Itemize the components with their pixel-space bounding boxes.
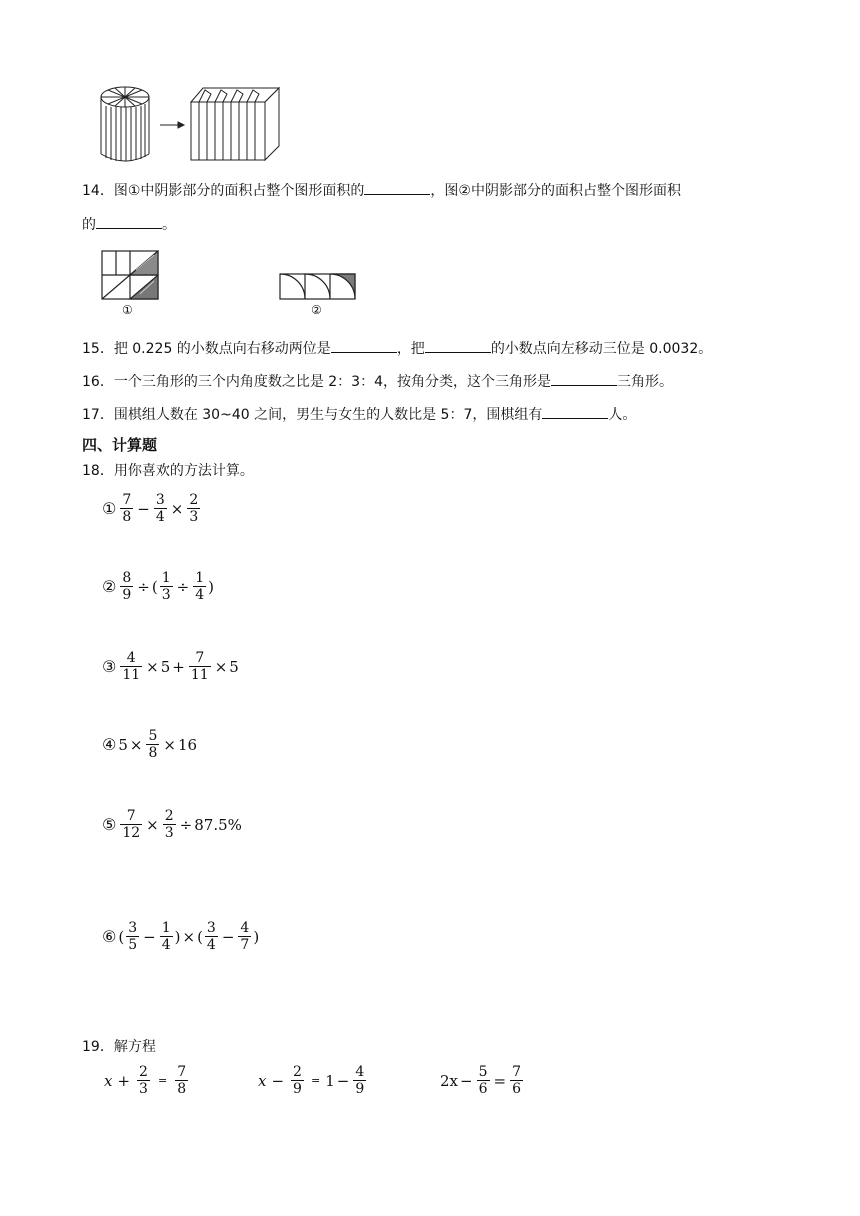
question-19: 19．解方程	[82, 1039, 156, 1055]
fraction: $\frac{8}{9}$	[122, 570, 132, 603]
calc-item-3: ③ $\frac{4}{11}$ × 5 + $\frac{7}{11}$ × 5	[102, 650, 239, 683]
answer-blank[interactable]	[96, 214, 162, 229]
item-label: ⑥	[102, 927, 117, 946]
fraction: $\frac{1}{4}$	[161, 920, 171, 953]
answer-blank[interactable]	[331, 338, 397, 353]
item-label: ①	[102, 499, 117, 518]
fraction: $\frac{3}{5}$	[128, 920, 138, 953]
fraction: $\frac{7}{11}$	[190, 650, 209, 683]
figure-1-label: ①	[122, 303, 133, 317]
section-heading: 四、计算题	[82, 436, 158, 454]
question-17: 17．围棋组人数在 30~40 之间，男生与女生的人数比是 5：7，围棋组有 人。	[82, 404, 636, 425]
fraction: $\frac{4}{7}$	[240, 920, 250, 953]
answer-blank[interactable]	[551, 371, 617, 386]
fraction: $\frac{7}{12}$	[122, 808, 141, 841]
fraction: $\frac{3}{4}$	[206, 920, 216, 953]
fraction: $\frac{5}{8}$	[148, 728, 158, 761]
equation-1: x + $\frac{2}{3}$ = $\frac{7}{8}$	[104, 1064, 187, 1097]
question-14-line2: 的 。	[82, 214, 176, 235]
answer-blank[interactable]	[425, 338, 491, 353]
answer-blank[interactable]	[364, 180, 430, 195]
fraction: $\frac{2}{9}$	[293, 1064, 302, 1097]
fraction: $\frac{7}{8}$	[122, 492, 132, 525]
fraction: $\frac{2}{3}$	[139, 1064, 148, 1097]
fraction: $\frac{2}{3}$	[189, 492, 199, 525]
fraction: $\frac{7}{8}$	[177, 1064, 187, 1097]
question-16: 16．一个三角形的三个内角度数之比是 2：3：4，按角分类，这个三角形是 三角形。	[82, 371, 673, 392]
cylinder-to-cuboid-figure	[98, 84, 284, 166]
fraction: $\frac{4}{9}$	[355, 1064, 365, 1097]
fraction: $\frac{5}{6}$	[478, 1064, 488, 1097]
item-label: ②	[102, 577, 117, 596]
calc-item-6: ⑥ ( $\frac{3}{5}$ − $\frac{1}{4}$ ) × ( $\frac{3}{4}$ − $\frac{4}{7}$ )	[102, 920, 260, 953]
fraction: $\frac{4}{11}$	[122, 650, 141, 683]
figure-1	[98, 250, 162, 302]
fraction: $\frac{7}{6}$	[512, 1064, 522, 1097]
fraction: $\frac{2}{3}$	[164, 808, 174, 841]
item-label: ⑤	[102, 815, 117, 834]
item-label: ④	[102, 735, 117, 754]
calc-item-5: ⑤ $\frac{7}{12}$ × $\frac{2}{3}$ ÷ 87.5%	[102, 808, 242, 841]
fraction: $\frac{3}{4}$	[155, 492, 165, 525]
question-15: 15．把 0.225 的小数点向右移动两位是 ，把 的小数点向左移动三位是 0.0032。	[82, 338, 712, 359]
question-18: 18．用你喜欢的方法计算。	[82, 463, 254, 479]
figure-2-label: ②	[311, 303, 322, 317]
calc-item-4: ④ 5 × $\frac{5}{8}$ × 16	[102, 728, 198, 761]
answer-blank[interactable]	[542, 404, 608, 419]
fraction: $\frac{1}{4}$	[195, 570, 205, 603]
figure-2	[278, 272, 358, 302]
question-14-line1: 14．图①中阴影部分的面积占整个图形面积的 ，图②中阴影部分的面积占整个图形面积	[82, 180, 681, 201]
calc-item-2: ② $\frac{8}{9}$ ÷ ( $\frac{1}{3}$ ÷ $\frac{1}{4}$ )	[102, 570, 214, 603]
equation-3: 2x − $\frac{5}{6}$ = $\frac{7}{6}$	[440, 1064, 522, 1097]
calc-item-1: ① $\frac{7}{8}$ − $\frac{3}{4}$ × $\frac{2}{3}$	[102, 492, 199, 525]
fraction: $\frac{1}{3}$	[161, 570, 171, 603]
equation-2: x − $\frac{2}{9}$ = 1 − $\frac{4}{9}$	[258, 1064, 365, 1097]
item-label: ③	[102, 657, 117, 676]
